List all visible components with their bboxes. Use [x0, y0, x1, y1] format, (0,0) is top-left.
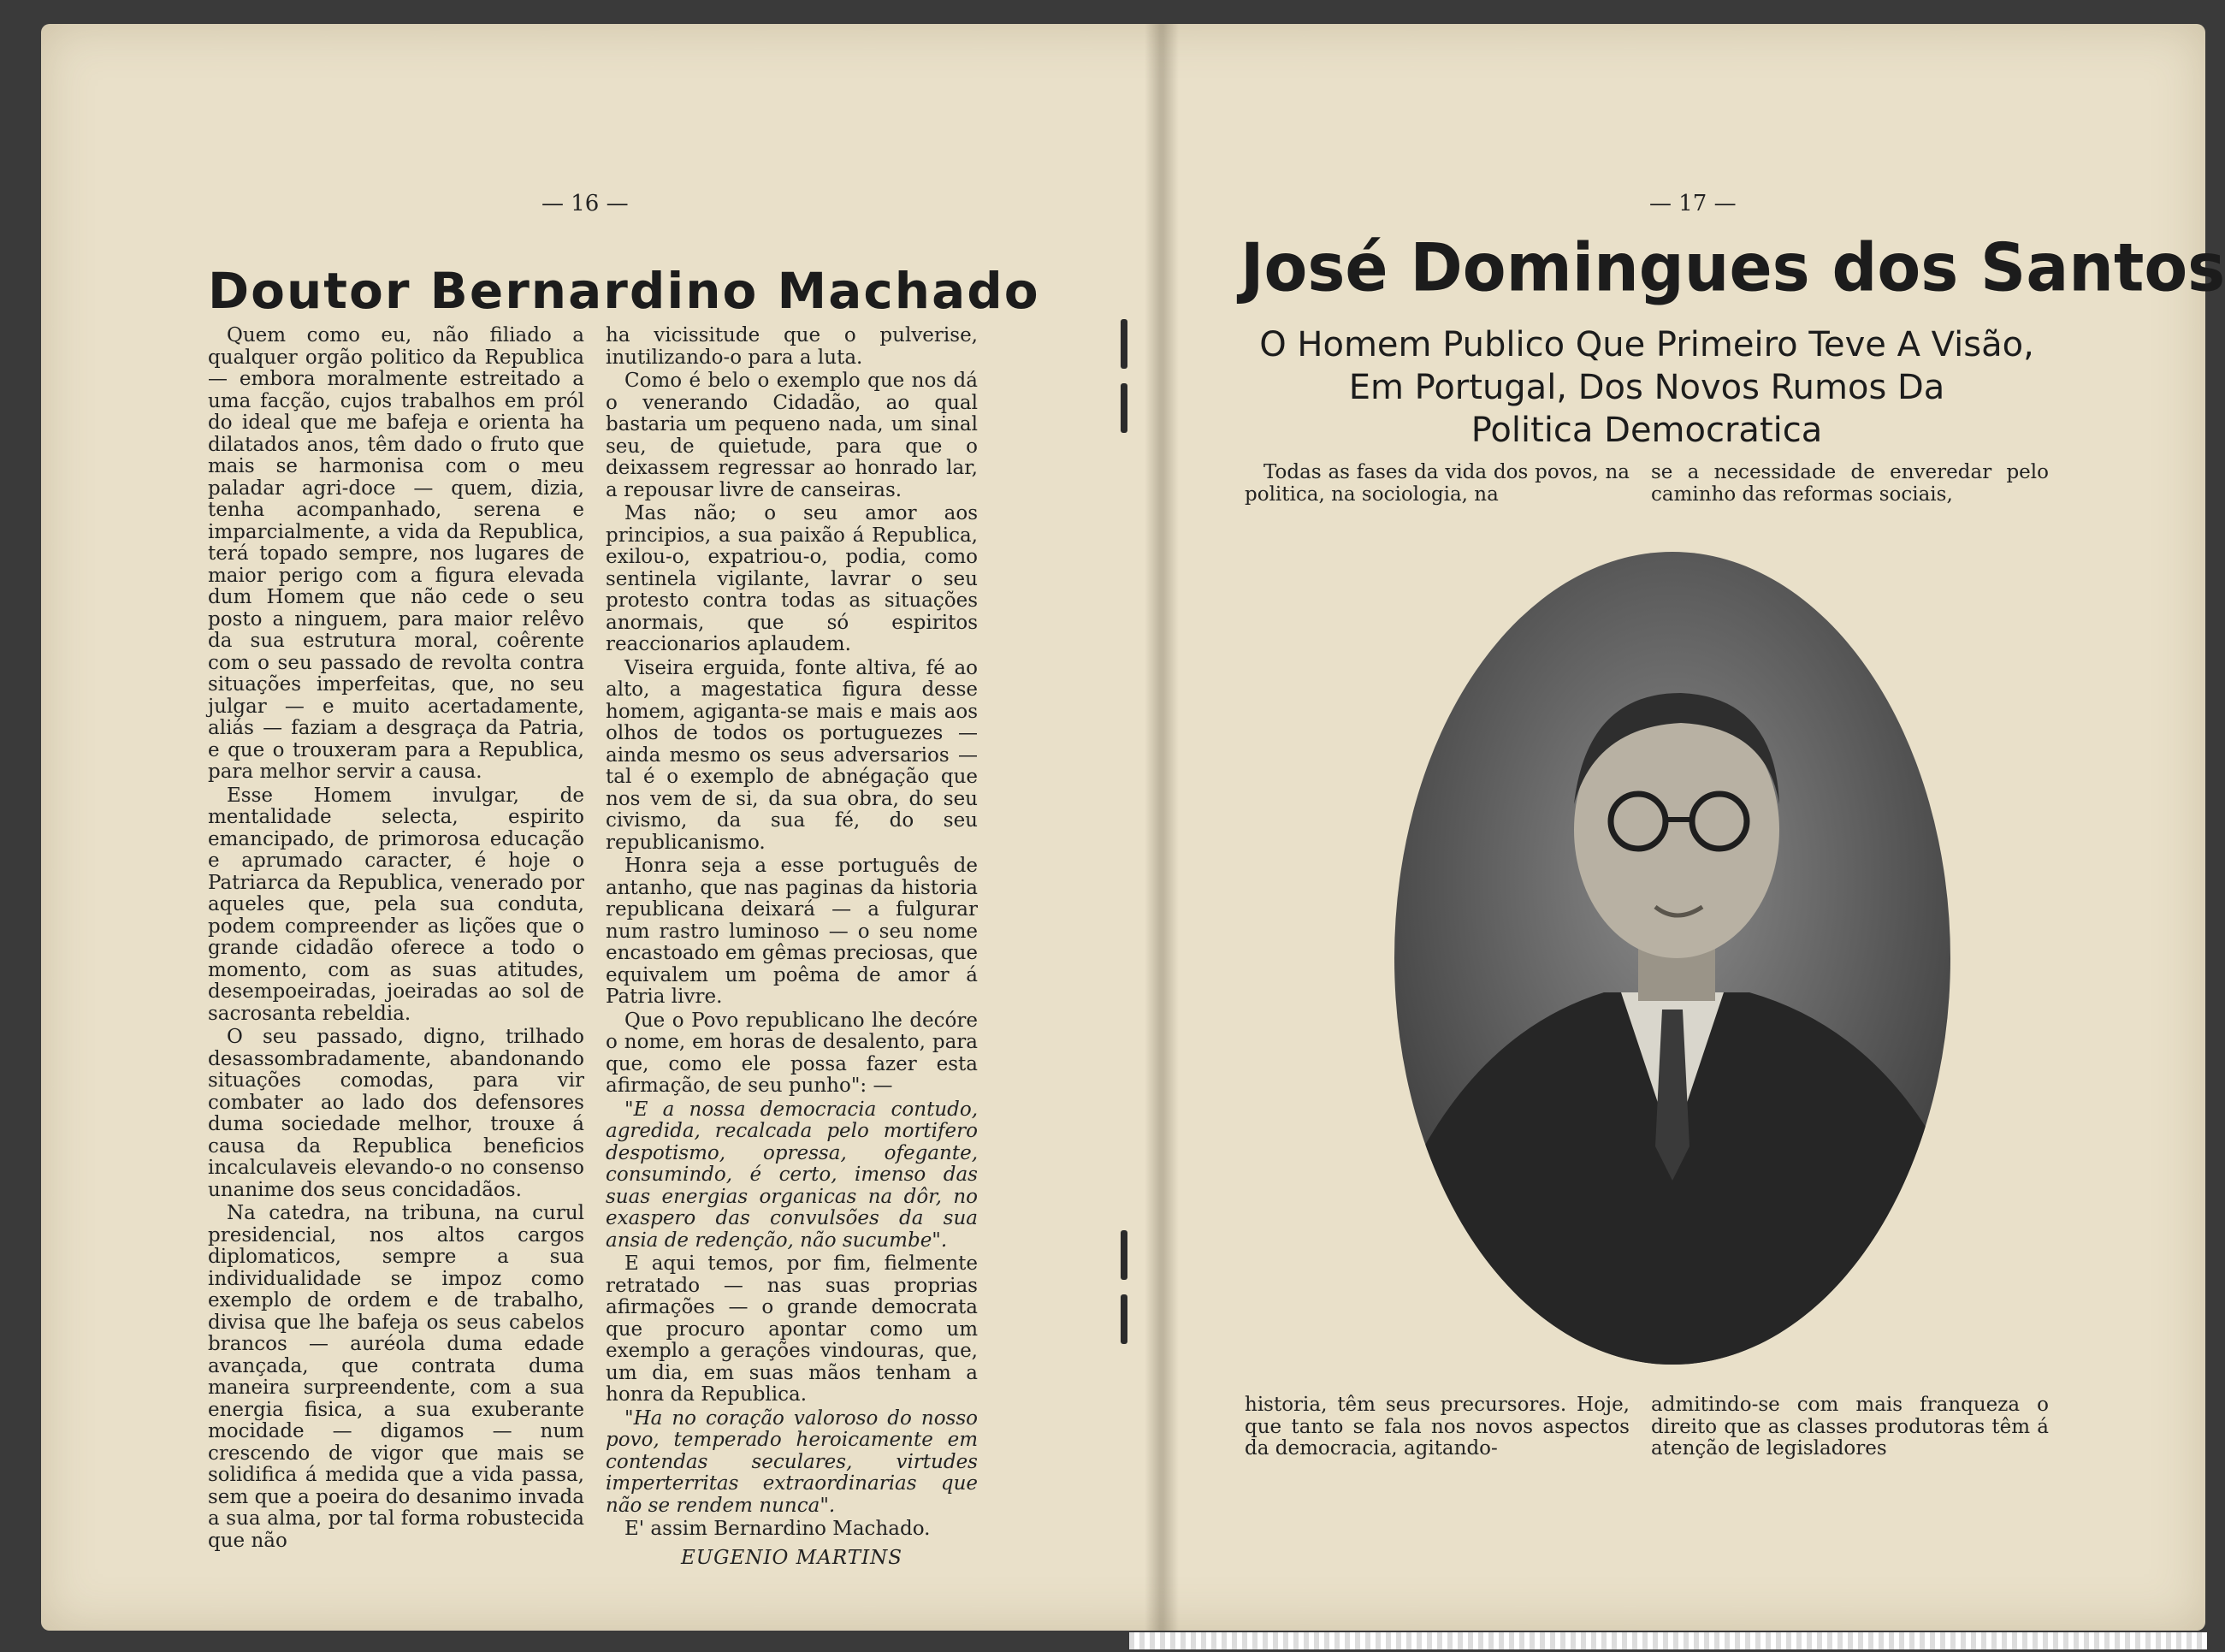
paragraph: Honra seja a esse português de antanho, que nas paginas da historia republicana deixará — a fulgurar num rastro luminoso — o seu nome encastoado em gêmas preciosas, que equivalem um poêma de amor á Patria livre.: [606, 855, 978, 1008]
paragraph: Mas não; o seu amor aos principios, a sua paixão á Republica, exilou-o, expatriou-o, podia, como sentinela vigilante, lavrar o seu protesto contra todas as situações anormais, que só espiritos reaccionarios aplaudem.: [606, 502, 978, 655]
left-column-2: [606, 325, 978, 1571]
paragraph: Viseira erguida, fonte altiva, fé ao alto, a magestatica figura desse homem, agiganta-se mais e mais aos olhos de todos os portuguezes — ainda mesmo os seus adversarios — tal é o exemplo de abnégação que nos vem de si, da sua obra, do seu civismo, da sua fé, do seu republicanismo.: [606, 656, 978, 854]
quote: "E a nossa democracia contudo, agredida, recalcada pelo mortifero despotismo, opressa, ofegante, consumindo, é certo, imenso das suas energias organicas na dôr, no exaspero das convulsões da sua ansia de redenção, não sucumbe".: [606, 1098, 978, 1252]
article-title-left: Doutor Bernardino Machado: [208, 262, 1040, 320]
quote: "Ha no coração valoroso do nosso povo, temperado heroicamente em contendas seculares, virtudes imperterritas extraordinarias que não se rendem nunca".: [606, 1406, 978, 1517]
paragraph: ha vicissitude que o pulverise, inutilizando-o para a luta.: [606, 324, 978, 369]
right-column-2-bottom: [1651, 1394, 2049, 1462]
right-column-1-top: [1245, 462, 1630, 507]
left-page: [41, 24, 1153, 1631]
portrait-photo: [1390, 548, 1955, 1369]
scan-color-strip: [1129, 1632, 2207, 1649]
paragraph: O seu passado, digno, trilhado desassombradamente, abandonando situações comodas, para vir combater ao lado dos defensores duma sociedade melhor, trouxe á causa da Republica beneficios incalculaveis elevando-o no consenso unanime dos seus concidadãos.: [208, 1026, 584, 1201]
paragraph: E aqui temos, por fim, fielmente retratado — nas suas proprias afirmações — o grande democrata que procuro apontar como um exemplo a gerações vindouras, que, um dia, em suas mãos tenham a honra da Republica.: [606, 1252, 978, 1406]
subtitle-line: Em Portugal, Dos Novos Rumos Da: [1348, 368, 1945, 407]
paragraph: admitindo-se com mais franqueza o direito que as classes produtoras têm á atenção de legisladores: [1651, 1394, 2049, 1460]
article-subtitle: [1240, 323, 2053, 452]
paragraph: Esse Homem invulgar, de mentalidade selecta, espirito emancipado, de primorosa educação e aprumado caracter, é hoje o Patriarca da Republica, venerado por aqueles que, pela sua conduta, podem compreender as lições que o grande cidadão oferece a todo o momento, com as suas atitudes, desempoeiradas, joeiradas ao sol de sacrosanta rebeldia.: [208, 784, 584, 1025]
left-column-1: [208, 325, 584, 1554]
paragraph: se a necessidade de enveredar pelo caminho das reformas sociais,: [1651, 461, 2049, 506]
subtitle-line: O Homem Publico Que Primeiro Teve A Visão,: [1259, 325, 2034, 364]
right-column-1-bottom: [1245, 1394, 1630, 1462]
author-signature: EUGENIO MARTINS: [680, 1546, 903, 1569]
paragraph: historia, têm seus precursores. Hoje, que tanto se fala nos novos aspectos da democracia, agitando-: [1245, 1394, 1630, 1460]
subtitle-line: Politica Democratica: [1471, 411, 1823, 450]
paragraph: Na catedra, na tribuna, na curul presidencial, nos altos cargos diplomaticos, sempre a sua individualidade se impoz como exemplo de ordem e de trabalho, divisa que lhe bafeja os seus cabelos brancos — auréola duma edade avançada, que contrata duma maneira surpreendente, com a sua energia fisica, a sua exuberante mocidade — digamos — num crescendo de vigor que mais se solidifica á medida que a vida passa, sem que a poeira do desanimo invada a sua alma, por tal forma robustecida que não: [208, 1202, 584, 1552]
page-number-16: — 16 —: [541, 191, 629, 216]
paragraph: Todas as fases da vida dos povos, na politica, na sociologia, na: [1245, 461, 1630, 506]
page-number-17: — 17 —: [1649, 191, 1737, 216]
article-title-right: José Domingues dos Santos: [1240, 228, 2225, 307]
paragraph: Como é belo o exemplo que nos dá o venerando Cidadão, ao qual bastaria um pequeno nada, um sinal seu, de quietude, para que o deixassem regressar ao honrado lar, a repousar livre de canseiras.: [606, 370, 978, 501]
closing-line: E' assim Bernardino Machado.: [624, 1518, 931, 1540]
paragraph: Quem como eu, não filiado a qualquer orgão politico da Republica — embora moralmente estreitado a uma facção, cujos trabalhos em pról do ideal que me bafeja e orienta ha dilatados anos, têm dado o fruto que mais se harmonisa com o meu paladar agri-doce — quem, dizia, tenha acompanhado, serena e imparcialmente, a vida da Republica, terá topado sempre, nos lugares de maior perigo com a figura elevada dum Homem que não cede o seu posto a ninguem, para maior relêvo da sua estrutura moral, coêrente com o seu passado de revolta contra situações imperfeitas, que, no seu julgar — e muito acertadamente, aliás — faziam a desgraça da Patria, e que o trouxeram para a Republica, para melhor servir a causa.: [208, 324, 584, 783]
paragraph: Que o Povo republicano lhe decóre o nome, em horas de desalento, para que, como ele possa fazer esta afirmação, de seu punho": —: [606, 1009, 978, 1097]
right-column-2-top: [1651, 462, 2049, 507]
